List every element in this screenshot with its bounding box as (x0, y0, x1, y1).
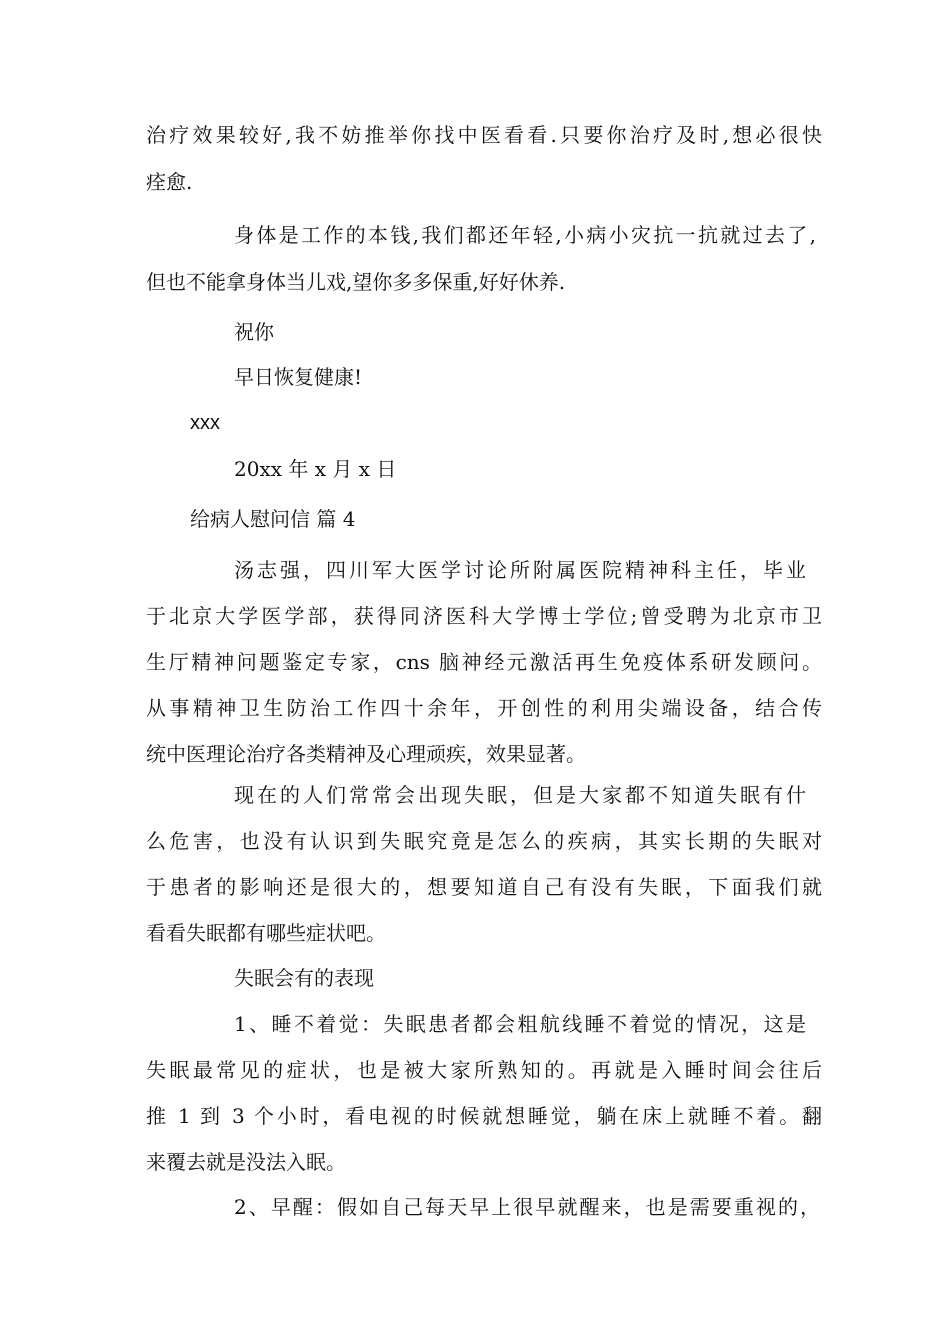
paragraph-3-line-3: 生厅精神问题鉴定专家，cns 脑神经元激活再生免疫体系研发顾问。 (146, 650, 822, 674)
paragraph-4-line-3: 于患者的影响还是很大的，想要知道自己有没有失眠，下面我们就 (146, 875, 822, 899)
paragraph-3-line-4: 从事精神卫生防治工作四十余年，开创性的利用尖端设备，结合传 (146, 696, 822, 720)
paragraph-1-line-2: 痊愈. (146, 170, 193, 194)
paragraph-2-line-2: 但也不能拿身体当儿戏,望你多多保重,好好休养. (146, 270, 566, 294)
paragraph-5-line-1: 1、睡不着觉：失眠患者都会粗航线睡不着觉的情况，这是 (234, 1012, 806, 1036)
paragraph-3-line-5: 统中医理论治疗各类精神及心理顽疾，效果显著。 (146, 742, 586, 766)
date: 20xx 年 x 月 x 日 (234, 457, 397, 481)
closing-health: 早日恢复健康! (234, 365, 363, 389)
section-title: 给病人慰问信 篇 4 (190, 507, 356, 531)
closing-wish: 祝你 (234, 320, 274, 344)
paragraph-6-line-1: 2、早醒：假如自己每天早上很早就醒来，也是需要重视的， (234, 1195, 820, 1219)
paragraph-5-line-2: 失眠最常见的症状，也是被大家所熟知的。再就是入睡时间会往后 (146, 1058, 822, 1082)
paragraph-1-line-1: 治疗效果较好,我不妨推举你找中医看看.只要你治疗及时,想必很快 (146, 123, 822, 147)
paragraph-4-line-2: 么危害，也没有认识到失眠究竟是怎么的疾病，其实长期的失眠对 (146, 829, 822, 853)
paragraph-4-line-4: 看看失眠都有哪些症状吧。 (146, 921, 386, 945)
paragraph-5-line-4: 来覆去就是没法入眠。 (146, 1150, 346, 1174)
paragraph-3-line-1: 汤志强，四川军大医学讨论所附属医院精神科主任，毕业 (234, 558, 806, 582)
paragraph-4-line-1: 现在的人们常常会出现失眠，但是大家都不知道失眠有什 (234, 783, 806, 807)
paragraph-3-line-2: 于北京大学医学部，获得同济医科大学博士学位;曾受聘为北京市卫 (146, 604, 822, 628)
signature: xxx (190, 412, 220, 434)
subheading: 失眠会有的表现 (234, 966, 374, 990)
paragraph-5-line-3: 推 1 到 3 个小时，看电视的时候就想睡觉，躺在床上就睡不着。翻 (146, 1104, 822, 1128)
paragraph-2-line-1: 身体是工作的本钱,我们都还年轻,小病小灾抗一抗就过去了, (234, 223, 816, 247)
